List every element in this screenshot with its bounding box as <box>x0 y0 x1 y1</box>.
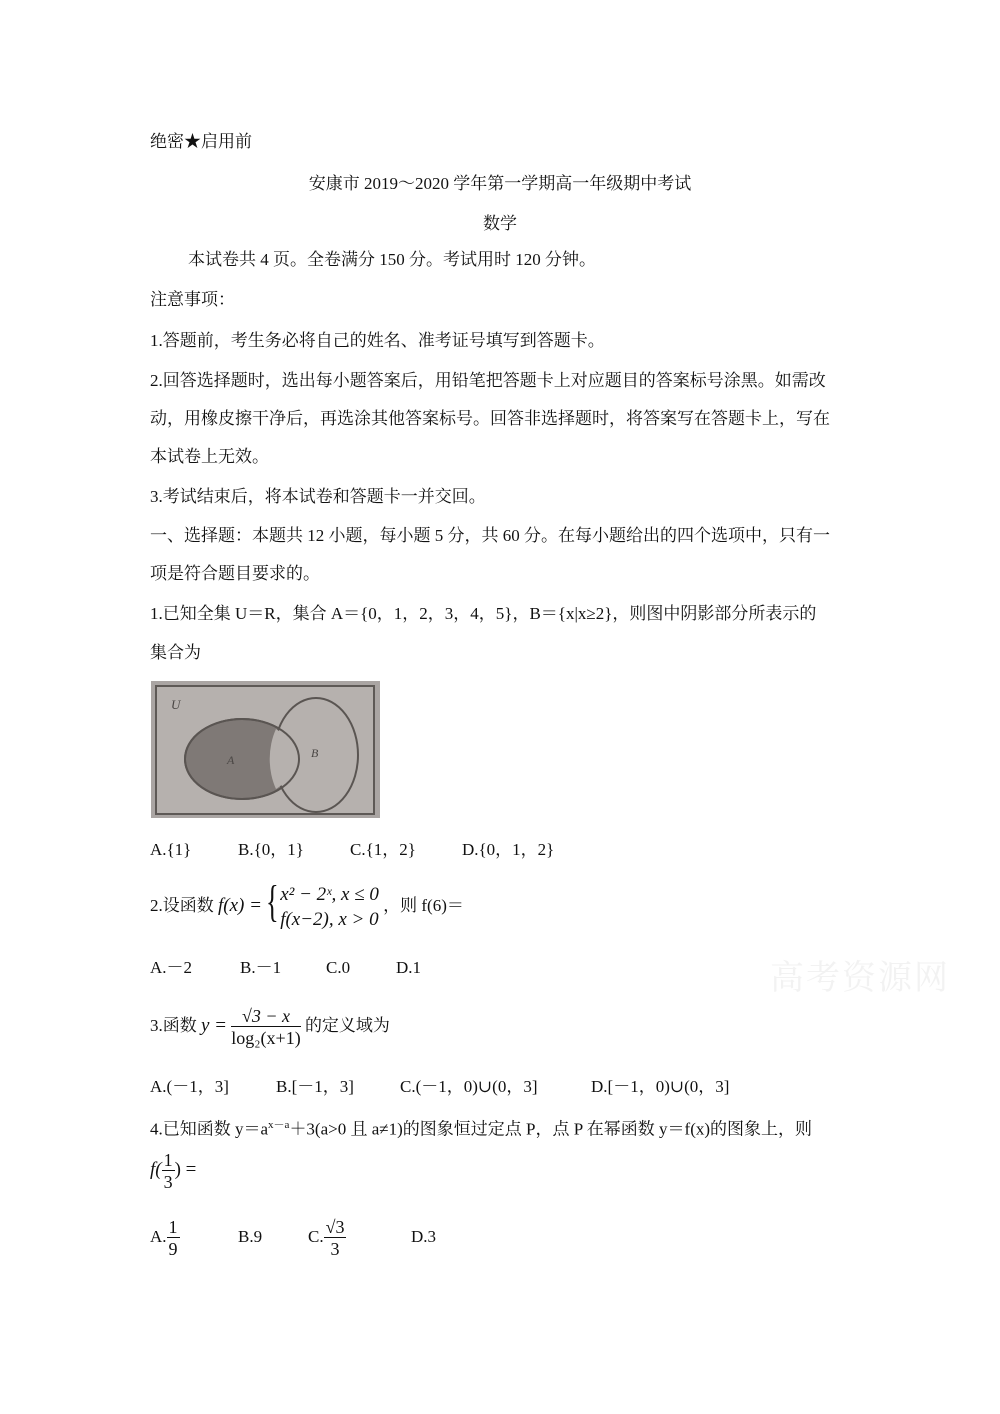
numerator: √3 − x <box>231 1006 300 1027</box>
option-a[interactable]: A.－2 <box>150 958 193 977</box>
note-item: 3.考试结束后，将本试卷和答题卡一并交回。 <box>150 487 486 506</box>
function-name: y = <box>201 1015 228 1036</box>
svg-text:A: A <box>227 753 235 767</box>
piece-1: x² − 2ˣ, x ≤ 0 <box>280 884 379 906</box>
option-label: C. <box>308 1227 324 1246</box>
exam-title: 安康市 2019～2020 学年第一学期高一年级期中考试 <box>308 174 692 193</box>
option-d[interactable]: D.{0，1，2} <box>462 840 555 859</box>
denominator: 3 <box>330 1238 340 1259</box>
option-b[interactable]: B.9 <box>238 1227 263 1246</box>
option-a[interactable]: A.{1} <box>150 840 192 859</box>
question-2-prefix: 2.设函数 <box>150 896 214 915</box>
piecewise-function <box>266 877 379 932</box>
question-2-suffix: ，则 f(6)＝ <box>383 896 464 915</box>
fraction <box>162 1150 175 1193</box>
option-c[interactable]: C.0 <box>326 958 351 977</box>
fraction <box>167 1217 180 1260</box>
numerator: √3 <box>325 1216 345 1237</box>
option-b[interactable]: B.{0，1} <box>238 840 304 859</box>
function-name: f(x) = <box>218 895 262 916</box>
option-d[interactable]: D.[－1，0)∪(0，3] <box>591 1077 730 1096</box>
option-a[interactable] <box>150 1212 180 1262</box>
option-a[interactable]: A.(－1，3] <box>150 1077 229 1096</box>
question-4-part1: 4.已知函数 y＝a <box>150 1119 269 1139</box>
note-item: 动，用橡皮擦干净后，再选涂其他答案标号。回答非选择题时，将答案写在答题卡上，写在 <box>150 409 830 428</box>
notes-heading: 注意事项： <box>150 290 235 309</box>
option-c[interactable]: C.(－1，0)∪(0，3] <box>400 1077 538 1096</box>
option-d[interactable]: D.1 <box>396 958 422 977</box>
denominator: 3 <box>163 1171 173 1192</box>
fraction <box>231 1006 300 1049</box>
svg-text:B: B <box>311 746 319 760</box>
question-2-stem <box>150 877 464 932</box>
note-item: 1.答题前，考生务必将自己的姓名、准考证号填写到答题卡。 <box>150 331 605 350</box>
venn-diagram-icon <box>151 681 380 818</box>
venn-diagram <box>151 681 380 818</box>
question-3-prefix: 3.函数 <box>150 1016 197 1035</box>
option-c[interactable]: C.{1，2} <box>350 840 416 859</box>
expr-func: f( <box>150 1159 162 1180</box>
denominator: 9 <box>168 1238 178 1259</box>
numerator: 1 <box>163 1149 173 1170</box>
subject-title: 数学 <box>483 214 517 233</box>
option-c[interactable] <box>308 1212 346 1262</box>
section-heading-cont: 项是符合题目要求的。 <box>150 564 320 583</box>
note-item: 2.回答选择题时，选出每小题答案后，用铅笔把答题卡上对应题目的答案标号涂黑。如需改 <box>150 371 826 390</box>
section-heading: 一、选择题：本题共 12 小题，每小题 5 分，共 60 分。在每小题给出的四个选项中，只有一 <box>150 526 830 545</box>
option-label: A. <box>150 1227 167 1246</box>
svg-text:U: U <box>171 697 181 712</box>
option-d[interactable]: D.3 <box>411 1227 437 1246</box>
question-3-stem <box>150 1000 390 1052</box>
exam-info: 本试卷共 4 页。全卷满分 150 分。考试用时 120 分钟。 <box>188 250 596 269</box>
numerator: 1 <box>168 1216 178 1237</box>
question-1-stem: 1.已知全集 U＝R，集合 A＝{0，1，2，3，4，5}，B＝{x|x≥2}，则图中阴影部分所表示的 <box>150 604 817 623</box>
exponent: x－a <box>268 1119 290 1131</box>
watermark: 高考资源网 <box>770 960 950 997</box>
fraction <box>324 1217 347 1260</box>
piece-2: f(x−2), x > 0 <box>280 909 379 931</box>
brace-icon: { <box>266 877 279 927</box>
question-4-stem <box>150 1114 812 1141</box>
question-1-stem-cont: 集合为 <box>150 643 201 662</box>
question-3-suffix: 的定义域为 <box>304 1016 390 1035</box>
option-b[interactable]: B.[－1，3] <box>276 1077 354 1096</box>
option-b[interactable]: B.－1 <box>240 958 282 977</box>
note-item: 本试卷上无效。 <box>150 447 269 466</box>
question-4-expression <box>150 1145 196 1195</box>
confidential-label: 绝密★启用前 <box>150 132 252 151</box>
denominator: log₂(x+1) <box>231 1027 301 1048</box>
expr-tail: ) = <box>174 1159 197 1180</box>
question-4-part2: ＋3(a>0 且 a≠1)的图象恒过定点 P，点 P 在幂函数 y＝f(x)的图象上，则 <box>289 1119 813 1139</box>
